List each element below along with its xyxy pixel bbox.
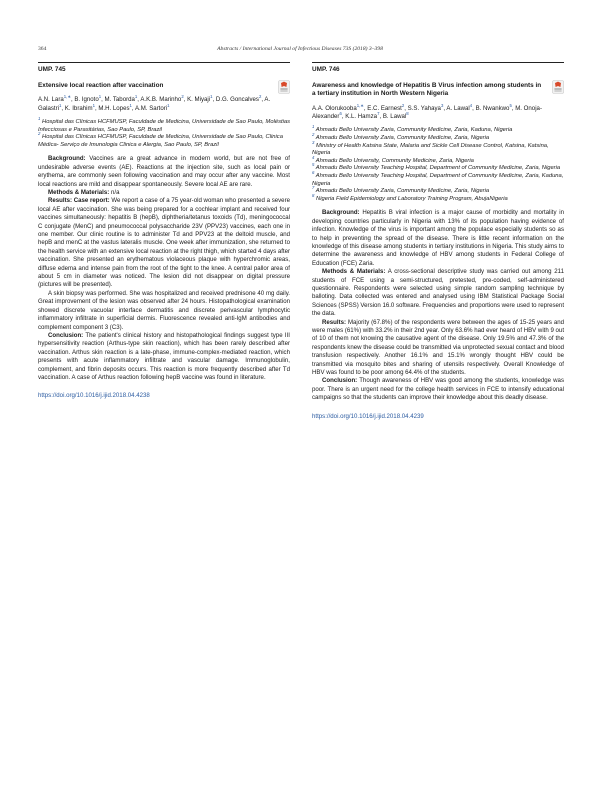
author-name: B. Nwankwo xyxy=(475,104,510,112)
section-label: Methods & Materials: xyxy=(48,189,110,196)
author-affil-mark: 2 xyxy=(401,102,405,108)
author-separator: , xyxy=(101,96,105,104)
section-label: Background: xyxy=(322,209,360,217)
abstract-paragraph xyxy=(38,332,290,382)
author-name: K. Miyaji xyxy=(187,96,211,104)
author-separator: , xyxy=(261,96,265,104)
abstract-body xyxy=(312,209,564,402)
paragraph-text: The patient's clinical history and histopathological findings suggest type III hypersensitivity reaction (Arthus-type skin reaction), which has been rarely described after vaccination. Arthus skin reaction is a late-phase, immune-complex-mediated reaction, which presents with acute inflammatory infiltrate and vascular damage. Immunoglobulin, complement, and fibrin deposits occurs. This reaction is more frequently described after Td vaccination. A case of Arthus reaction following hepB vaccine was found in literature. xyxy=(38,331,290,381)
page-number: 364 xyxy=(38,46,47,52)
author-affil-mark: 1 xyxy=(92,102,95,108)
affiliation xyxy=(312,185,564,196)
author-separator: , xyxy=(212,96,216,104)
author-name: K.L. Hamza xyxy=(345,113,378,121)
author-name: A. Galastri xyxy=(38,96,271,112)
abstract-paragraph xyxy=(38,189,290,197)
affiliation-text: Ahmadu Bello University Zaria, Community Medicine, Zaria, Kaduna, Nigeria xyxy=(315,127,513,134)
section-label: Background: xyxy=(48,155,86,163)
paragraph-text: Vaccines are a great advance in modern world, but are not free of undesirable adverse events (AE). Reactions at the injection site, such as local pain or erythema, are commonly seen following vaccination and may occur after any vaccine. Most local reactions are mild and disappear spontaneously. Severe local AE are rare. xyxy=(38,155,290,188)
author-separator: , xyxy=(137,96,141,104)
affiliation xyxy=(312,139,564,158)
paragraph-text: A skin biopsy was performed. She was hospitalized and received prednisone 40 mg daily. Great improvement of the lesion was observed after 24 hours. Histopathological examination showed discrete vacuolar interface dermatitis and discrete perivascular lymphocytic inflammatory infiltrate in superficial dermis. Fluorescence revealed anti-IgM antibodies and complement component 3 (C3). xyxy=(38,289,290,331)
affiliation-text: Hospital das Clínicas HCFMUSP, Faculdade de Medicina, Universidade de Sao Paulo, Clinica Médica- Serviço de Imunologia Clinica e Alergia, Sao Paulo, SP, Brazil xyxy=(38,134,283,148)
doi-link[interactable]: https://doi.org/10.1016/j.ijid.2018.04.4239 xyxy=(312,412,424,420)
abstract-code: UMP. 746 xyxy=(312,66,340,73)
author-name: A.A. Olorukooba xyxy=(312,104,357,112)
title-block xyxy=(38,82,290,90)
author-name: B. Ignoto xyxy=(74,96,99,104)
author-separator: , xyxy=(363,104,368,112)
affiliation xyxy=(38,116,291,137)
section-label: Results: xyxy=(322,318,347,326)
author-separator: , xyxy=(183,96,188,104)
author-affil-mark: 2 xyxy=(258,94,262,100)
author-name: A.N. Lara xyxy=(38,96,64,104)
author-affil-mark: 4 xyxy=(469,102,473,108)
paragraph-text: A cross-sectional descriptive study was carried out among 211 students of FCE using a semi-structured, pretested, pre-coded, self-administered questionnaire. Respondents were selected using simple random sampling technique by balloting. Data collected was entered and analysed using IBM Statistical Package Social Sciences (SPSS) Version 16.0 software. Frequencies and proportions were used to represent the data. xyxy=(312,268,565,318)
abstract-column xyxy=(312,62,564,420)
author-affil-mark: 3 xyxy=(440,102,444,108)
abstract-paragraph xyxy=(38,197,290,289)
section-label: Conclusion: xyxy=(322,377,358,385)
author-name: S.S. Yahaya xyxy=(407,104,441,112)
affiliation-text: Hospital das Clínicas HCFMUSP, Faculdade de Medicina, Universidade de Sao Paulo, Moléstias Infecciosas e Parasitárias, Sao Paulo, SP, Brazil xyxy=(38,119,291,133)
abstract-title: Extensive local reaction after vaccination xyxy=(38,82,164,89)
author-name: A. Lawal xyxy=(446,104,470,112)
author-affil-mark: 1 xyxy=(134,94,138,100)
abstract-paragraph xyxy=(312,319,564,378)
author-separator: , xyxy=(131,104,135,112)
author-name: K. Ibrahim xyxy=(64,104,93,112)
affiliation-text: Ahmadu Bello University Zaria, Community Medicine, Zaria, Nigeria xyxy=(315,188,490,195)
abstract-paragraph xyxy=(312,268,564,318)
journal-citation: Abstracts / International Journal of Infectious Diseases 73S (2018) 3–398 xyxy=(217,46,383,52)
author-affil-mark: 8 xyxy=(406,111,409,117)
affiliation xyxy=(312,192,564,204)
author-affil-mark: 7 xyxy=(377,111,380,117)
author-name: M. Onoja-Alexander xyxy=(312,104,542,121)
author-separator: , xyxy=(379,113,383,121)
section-label: Methods & Materials: xyxy=(322,268,386,276)
author-separator: , xyxy=(404,104,408,112)
section-label: Conclusion: xyxy=(48,331,84,339)
affiliation-number: 2 xyxy=(312,132,315,138)
author-affil-mark: 1 xyxy=(210,94,213,100)
author-separator: , xyxy=(94,104,99,112)
author-name: D.G. Goncalves xyxy=(215,96,259,104)
author-name: E.C. Earnest xyxy=(367,104,402,112)
affiliation-number: 1 xyxy=(312,124,315,130)
abstract-paragraph xyxy=(312,377,564,402)
affiliation xyxy=(312,132,564,143)
affiliation-text: Ahmadu Bello University, Community Medicine, Zaria, Nigeria xyxy=(315,157,474,164)
paragraph-text: Hepatitis B viral infection is a major cause of morbidity and mortality in developing countries particularly in Nigeria with 13% of its population having evidence of infection. Knowledge of the virus is important among the populace especially students so as to help in preventing the spread of the disease. There is little recent information on the knowledge of this disease among students in tertiary institutions in Nigeria. This study aims to determine the awareness and knowledge of HBV among students in Federal College of Education (FCE) Zaria. xyxy=(312,209,564,267)
author-affil-mark: 1 xyxy=(98,94,102,100)
author-affil-mark: 5 xyxy=(509,102,512,108)
author-separator: , xyxy=(341,113,346,121)
paragraph-text: We report a case of a 75 year-old woman who presented a severe local AE after vaccination. She was being prepared for a cochlear implant and received four vaccines simultaneously: hepatitis B (hepB), diphtheria/tetanus toxoids (Td), meningococcal C conjugate (MenC) and pneumococcal polysaccharide 23V (PPV23) vaccines, each one in one member. Our clinic routine is to administer Td and PPV23 at the deltoid muscle, and hepB and menC at the vastus lateralis muscle. One week after immunization, she returned to the health service with an extensive local reaction at the right thigh, which started 4 days after vaccination. She presented an erythematous violaceous plaque with hyperchromic areas, diffuse edema and intense pain from the root of the tight to the knee. A central pallor area of about 5 cm in diameter was noticed. The lesion did not disappear on digital pressure (pictures will be presented). xyxy=(38,197,291,289)
paragraph-text: n/a xyxy=(111,189,120,196)
author-affil-mark: 1 xyxy=(59,102,62,108)
author-affil-mark: 1,∗ xyxy=(356,102,364,108)
affiliation-text: Ministry of Health Katsina State, Malaria and Sickle Cell Disease Control, Katsina, Katsina, Nigeria xyxy=(312,142,549,157)
author-separator: , xyxy=(472,104,476,112)
author-affil-mark: 1 xyxy=(167,102,170,108)
author-separator: , xyxy=(511,104,516,112)
affiliation-list xyxy=(38,116,291,149)
affiliation-list xyxy=(312,124,564,203)
author-separator: , xyxy=(61,104,65,112)
affiliation-number: 6 xyxy=(312,170,315,176)
title-block xyxy=(312,82,564,99)
affiliation-number: 1 xyxy=(38,116,41,122)
author-affil-mark: 1 xyxy=(129,102,132,108)
abstract-paragraph xyxy=(312,209,564,268)
author-name: A.K.B. Marinho xyxy=(140,96,182,104)
author-name: A.M. Sartori xyxy=(134,104,168,112)
author-name: B. Lawal xyxy=(382,113,407,121)
affiliation xyxy=(312,162,564,176)
author-affil-mark: 2 xyxy=(181,94,184,100)
affiliation-number: 8 xyxy=(312,192,315,198)
abstract-body xyxy=(38,155,290,382)
abstract-paragraph xyxy=(38,155,290,189)
top-rule xyxy=(312,62,564,63)
author-list xyxy=(38,96,290,113)
affiliation-number: 4 xyxy=(312,154,315,160)
paragraph-text: Though awareness of HBV was good among the students, knowledge was poor. There is an urgent need for the college health services in FCE to intensify educational campaigns so that the students can improve their knowledge about this deadly disease. xyxy=(312,377,564,402)
crossmark-icon[interactable] xyxy=(278,80,290,94)
abstract-paragraph xyxy=(38,290,290,332)
affiliation-text: Ahmadu Bello University Teaching Hospital, Department of Community Medicine, Zaria, Nigeria xyxy=(315,165,561,172)
affiliation-text: Ahmadu Bello University Teaching Hospital, Department of Community Medicine, Zaria, Kaduna, Nigeria xyxy=(312,172,564,187)
affiliation-text: Ahmadu Bello University Zaria, Community Medicine, Zaria, Nigeria xyxy=(315,135,490,141)
paragraph-text: Majority (67.8%) of the respondents were between the ages of 15-25 years and were males (61%) with 33.2% in their 2nd year. Only 63.6% had ever heard of HBV with 9 out of 10 of them not knowing the causative agent of the disease. Only 19.5% and 47.3% of the respondents knew the disease could be transmitted via unprotected sexual contact and blood transfusion respectively. Another 16.1% and 15.1% wrongly thought HBV could be transmitted via mosquito bites and sharing of utensils respectively. Overall Knowledge of HBV was found to be poor among 64.4% of the students. xyxy=(312,318,565,377)
abstract-title: Awareness and knowledge of Hepatitis B Virus infection among students in a tertiary institution in North Western Nigeria xyxy=(312,82,542,98)
affiliation xyxy=(38,131,290,149)
section-label: Results: Case report: xyxy=(48,197,110,205)
top-rule xyxy=(38,62,290,63)
author-list xyxy=(312,102,564,122)
affiliation-number: 7 xyxy=(312,185,315,191)
affiliation-text: Nigeria Field Epidemiology and Laboratory Training Program, AbujaNigeria xyxy=(316,195,508,202)
doi-link[interactable]: https://doi.org/10.1016/j.ijid.2018.04.4238 xyxy=(38,392,150,400)
crossmark-icon[interactable] xyxy=(552,80,564,94)
abstract-code: UMP. 745 xyxy=(38,66,66,73)
affiliation-number: 3 xyxy=(312,139,315,145)
author-separator: , xyxy=(443,104,447,112)
affiliation-number: 2 xyxy=(38,131,41,137)
affiliation xyxy=(312,170,564,191)
author-affil-mark: 6 xyxy=(339,111,342,117)
author-name: M. Taborda xyxy=(104,96,135,104)
abstract-column xyxy=(38,62,290,399)
author-affil-mark: 1,∗ xyxy=(63,94,71,100)
author-name: M.H. Lopes xyxy=(98,104,130,112)
affiliation-number: 5 xyxy=(312,162,315,168)
author-separator: , xyxy=(70,96,75,104)
